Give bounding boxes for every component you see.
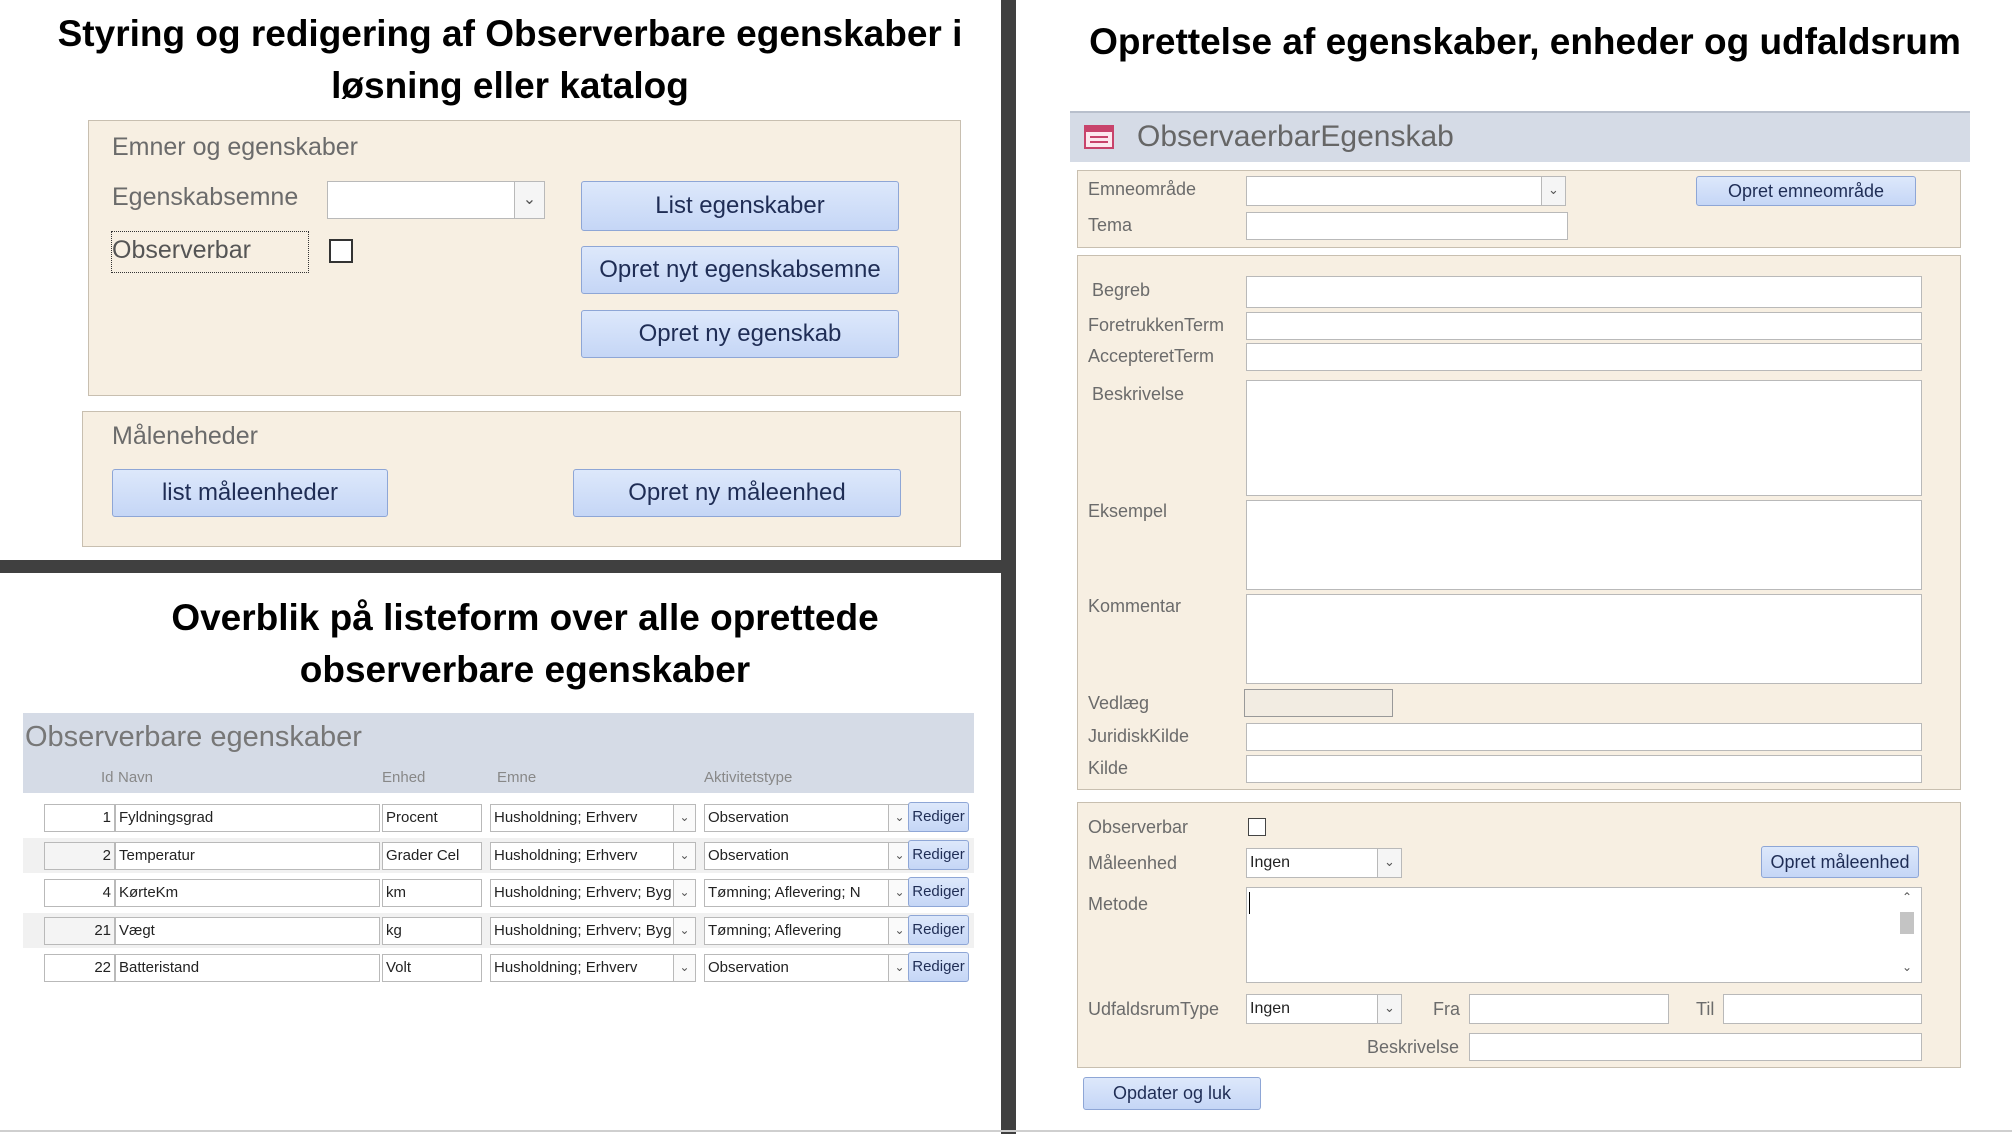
table-row [23, 838, 974, 873]
row-emne-cell[interactable] [490, 917, 696, 945]
observerbar-checkbox-right[interactable] [1248, 818, 1266, 836]
egenskabsemne-label: Egenskabsemne [112, 183, 299, 211]
row-aktivitet-cell[interactable] [704, 879, 911, 907]
egenskabsemne-dropdown[interactable] [327, 181, 545, 219]
row-aktivitet-cell-text: Observation [708, 847, 789, 864]
opret-emneomraade-button[interactable]: Opret emneområde [1696, 176, 1916, 206]
beskrivelse-input-right[interactable] [1469, 1033, 1922, 1061]
row-emne-cell-text: Husholdning; Erhverv; Byg [494, 884, 672, 901]
emner-panel [88, 120, 961, 396]
row-id-cell[interactable] [44, 842, 115, 870]
row-emne-cell[interactable] [490, 954, 696, 982]
beskrivelse-label: Beskrivelse [1092, 384, 1185, 404]
row-enhed-cell[interactable] [382, 954, 482, 982]
right-section-3 [1077, 802, 1961, 1068]
row-id-cell[interactable] [44, 917, 115, 945]
table-row [23, 950, 974, 985]
right-form-title: ObservaerbarEgenskab [1137, 120, 1454, 153]
chevron-down-icon[interactable]: ⌄ [888, 843, 910, 869]
row-enhed-cell[interactable] [382, 917, 482, 945]
emner-panel-legend: Emner og egenskaber [112, 133, 358, 161]
row-id-cell[interactable] [44, 879, 115, 907]
rediger-button[interactable]: Rediger [908, 877, 969, 907]
observerbar-label: Observerbar [111, 231, 309, 273]
chevron-down-icon[interactable]: ⌄ [888, 918, 910, 944]
accepteret-input[interactable] [1246, 343, 1922, 371]
fra-label: Fra [1433, 999, 1460, 1019]
text-cursor [1249, 892, 1250, 914]
row-aktivitet-cell-text: Tømning; Aflevering; N [708, 884, 861, 901]
row-id-cell-text: 4 [102, 884, 111, 901]
udfaldsrum-value: Ingen [1250, 1000, 1291, 1017]
juridisk-label: JuridiskKilde [1088, 726, 1190, 746]
rediger-button[interactable]: Rediger [908, 915, 969, 945]
col-header-enhed: Enhed [382, 769, 426, 786]
row-navn-cell[interactable] [115, 954, 380, 982]
table-row [23, 875, 974, 910]
row-navn-cell-text: Batteristand [119, 959, 200, 976]
kilde-input[interactable] [1246, 755, 1922, 783]
col-header-id: Id [101, 769, 114, 786]
list-egenskaber-button[interactable]: List egenskaber [581, 181, 899, 231]
vertical-divider [1001, 0, 1016, 1134]
kommentar-label: Kommentar [1088, 596, 1182, 616]
kommentar-textarea[interactable] [1246, 594, 1922, 684]
row-emne-cell[interactable] [490, 842, 696, 870]
row-enhed-cell[interactable] [382, 804, 482, 832]
row-id-cell-text: 22 [94, 959, 111, 976]
begreb-label: Begreb [1092, 280, 1151, 300]
bottom-rule [0, 1130, 2012, 1132]
chevron-down-icon[interactable]: ⌄ [888, 880, 910, 906]
tema-input[interactable] [1246, 212, 1568, 240]
scrollbar-thumb[interactable] [1900, 912, 1914, 934]
row-emne-cell[interactable] [490, 879, 696, 907]
rediger-button[interactable]: Rediger [908, 840, 969, 870]
row-emne-cell-text: Husholdning; Erhverv [494, 809, 638, 826]
chevron-down-icon[interactable]: ⌄ [1541, 177, 1565, 205]
row-id-cell[interactable] [44, 804, 115, 832]
chevron-down-icon[interactable]: ⌄ [673, 955, 695, 981]
udfaldsrum-dropdown[interactable] [1246, 994, 1402, 1024]
chevron-down-icon[interactable]: ⌄ [514, 182, 544, 218]
eksempel-textarea[interactable] [1246, 500, 1922, 590]
row-navn-cell[interactable] [115, 804, 380, 832]
chevron-down-icon[interactable]: ⌄ [1901, 960, 1913, 974]
opret-egenskab-button[interactable]: Opret ny egenskab [581, 310, 899, 358]
maaleenhed-label: Måleenhed [1088, 853, 1178, 873]
form-icon [1084, 125, 1114, 149]
begreb-input[interactable] [1246, 276, 1922, 308]
right-section-2 [1077, 255, 1961, 790]
list-form-title: Observerbare egenskaber [25, 721, 362, 753]
maaleenheder-panel [82, 411, 961, 547]
chevron-down-icon[interactable]: ⌄ [1377, 849, 1401, 877]
chevron-down-icon[interactable]: ⌄ [888, 955, 910, 981]
row-enhed-cell-text: kg [386, 922, 402, 939]
list-maaleenheder-button[interactable]: list måleenheder [112, 469, 388, 517]
row-id-cell-text: 2 [102, 847, 111, 864]
row-aktivitet-cell[interactable] [704, 842, 911, 870]
vedlaeg-label: Vedlæg [1088, 693, 1150, 713]
kilde-label: Kilde [1088, 758, 1129, 778]
row-navn-cell-text: Temperatur [119, 847, 195, 864]
maaleenhed-value: Ingen [1250, 854, 1291, 871]
row-navn-cell[interactable] [115, 842, 380, 870]
horizontal-divider [0, 560, 1001, 573]
row-enhed-cell[interactable] [382, 842, 482, 870]
opret-maaleenhed-button[interactable]: Opret ny måleenhed [573, 469, 901, 517]
list-form-header [23, 713, 974, 793]
chevron-down-icon[interactable]: ⌄ [1377, 995, 1401, 1023]
row-emne-cell-text: Husholdning; Erhverv [494, 959, 638, 976]
row-navn-cell-text: Fyldningsgrad [119, 809, 214, 826]
col-header-aktivitet: Aktivitetstype [704, 769, 793, 786]
row-aktivitet-cell-text: Observation [708, 809, 789, 826]
rediger-button[interactable]: Rediger [908, 802, 969, 832]
emneomraade-label: Emneområde [1088, 179, 1197, 199]
right-heading: Oprettelse af egenskaber, enheder og udfaldsrum [1089, 21, 1961, 62]
tema-label: Tema [1088, 215, 1133, 235]
chevron-down-icon[interactable]: ⌄ [673, 880, 695, 906]
row-id-cell-text: 21 [94, 922, 111, 939]
foretrukken-input[interactable] [1246, 312, 1922, 340]
chevron-up-icon[interactable]: ⌃ [1901, 890, 1913, 904]
eksempel-label: Eksempel [1088, 501, 1168, 521]
juridisk-input[interactable] [1246, 723, 1922, 751]
observerbar-checkbox[interactable] [329, 239, 353, 263]
row-enhed-cell-text: Volt [386, 959, 412, 976]
table-row [23, 800, 974, 835]
row-enhed-cell-text: km [386, 884, 406, 901]
row-aktivitet-cell-text: Tømning; Aflevering [708, 922, 842, 939]
fra-input[interactable] [1469, 994, 1669, 1024]
til-label: Til [1696, 999, 1715, 1019]
row-navn-cell-text: KørteKm [119, 884, 179, 901]
metode-label: Metode [1088, 894, 1149, 914]
metode-scrollbar[interactable] [1897, 890, 1917, 980]
top-left-heading: Styring og redigering af Observerbare egenskaber i løsning eller katalog [57, 13, 963, 106]
beskrivelse-textarea[interactable] [1246, 380, 1922, 496]
emneomraade-dropdown[interactable] [1246, 176, 1566, 206]
row-navn-cell[interactable] [115, 917, 380, 945]
observerbar-label-right: Observerbar [1088, 817, 1189, 837]
chevron-down-icon[interactable]: ⌄ [673, 918, 695, 944]
chevron-down-icon[interactable]: ⌄ [673, 843, 695, 869]
vedlaeg-attachment[interactable] [1244, 689, 1393, 717]
bottom-left-heading: Overblik på listeform over alle oprettede observerbare egenskaber [171, 597, 879, 690]
right-section-1 [1077, 170, 1961, 248]
row-aktivitet-cell-text: Observation [708, 959, 789, 976]
row-enhed-cell-text: Procent [386, 809, 438, 826]
row-aktivitet-cell[interactable] [704, 954, 911, 982]
maaleenhed-dropdown[interactable] [1246, 848, 1402, 878]
row-enhed-cell[interactable] [382, 879, 482, 907]
foretrukken-label: ForetrukkenTerm [1088, 315, 1225, 335]
til-input[interactable] [1723, 994, 1922, 1024]
row-emne-cell[interactable] [490, 804, 696, 832]
opret-egenskabsemne-button[interactable]: Opret nyt egenskabsemne [581, 246, 899, 294]
chevron-down-icon[interactable]: ⌄ [888, 805, 910, 831]
row-enhed-cell-text: Grader Cel [386, 847, 460, 864]
chevron-down-icon[interactable]: ⌄ [673, 805, 695, 831]
row-emne-cell-text: Husholdning; Erhverv [494, 847, 638, 864]
table-row [23, 913, 974, 948]
col-header-emne: Emne [497, 769, 537, 786]
row-id-cell[interactable] [44, 954, 115, 982]
opret-maaleenhed-right-button[interactable]: Opret måleenhed [1761, 846, 1919, 878]
row-id-cell-text: 1 [102, 809, 111, 826]
rediger-button[interactable]: Rediger [908, 952, 969, 982]
row-emne-cell-text: Husholdning; Erhverv; Byg [494, 922, 672, 939]
col-header-navn: Navn [118, 769, 154, 786]
maaleenheder-legend: Måleneheder [112, 422, 258, 450]
right-form-header [1070, 111, 1970, 162]
opdater-og-luk-button[interactable]: Opdater og luk [1083, 1077, 1261, 1110]
row-navn-cell[interactable] [115, 879, 380, 907]
beskrivelse-label-right: Beskrivelse [1367, 1037, 1460, 1057]
metode-textarea[interactable] [1246, 887, 1922, 983]
row-aktivitet-cell[interactable] [704, 804, 911, 832]
accepteret-label: AccepteretTerm [1088, 346, 1215, 366]
udfaldsrum-label: UdfaldsrumType [1088, 999, 1220, 1019]
row-navn-cell-text: Vægt [119, 922, 155, 939]
row-aktivitet-cell[interactable] [704, 917, 911, 945]
